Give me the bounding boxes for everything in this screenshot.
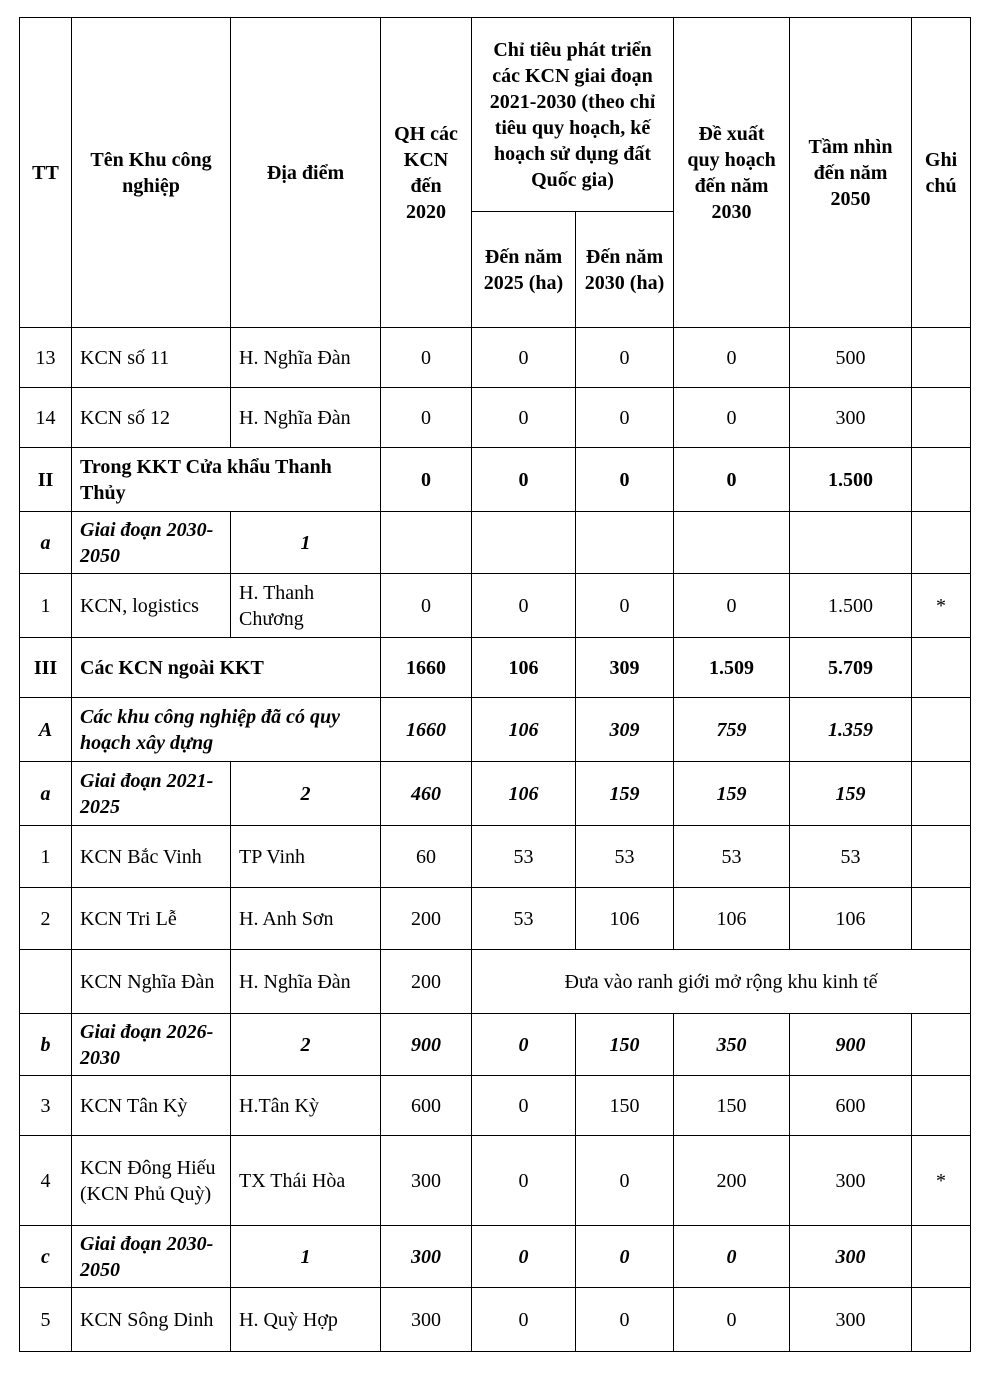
row-proposal: 53 [674,826,790,888]
col-header-vision: Tầm nhìn đến năm 2050 [790,18,912,328]
row-location: TP Vinh [231,826,381,888]
row-proposal: 0 [674,1226,790,1288]
row-note [912,826,971,888]
row-2025: 0 [472,1076,576,1136]
row-name: Các KCN ngoài KKT [72,638,381,698]
row-location: H. Quỳ Hợp [231,1288,381,1352]
col-header-name: Tên Khu công nghiệp [72,18,231,328]
row-2030: 0 [576,448,674,512]
row-qh2020: 1660 [381,698,472,762]
row-name: KCN số 11 [72,328,231,388]
row-tt: III [20,638,72,698]
row-name: Giai đoạn 2026-2030 [72,1014,231,1076]
table-row [20,826,971,888]
row-2030: 309 [576,638,674,698]
row-2030: 0 [576,328,674,388]
table-row [20,762,971,826]
row-2030: 159 [576,762,674,826]
col-header-proposal: Đề xuất quy hoạch đến năm 2030 [674,18,790,328]
table-row [20,888,971,950]
row-qh2020: 900 [381,1014,472,1076]
table-row [20,1226,971,1288]
table-row [20,1014,971,1076]
row-2030: 53 [576,826,674,888]
row-name: Trong KKT Cửa khẩu Thanh Thủy [72,448,381,512]
row-name: KCN, logistics [72,574,231,638]
row-2030: 0 [576,1136,674,1226]
col-header-qh2020: QH các KCN đến 2020 [381,18,472,328]
row-qh2020: 300 [381,1288,472,1352]
row-2030: 309 [576,698,674,762]
col-header-2030: Đến năm 2030 (ha) [576,212,674,328]
table-row [20,1288,971,1352]
row-2025: 0 [472,328,576,388]
row-qh2020: 0 [381,574,472,638]
table-row [20,574,971,638]
row-location: H. Thanh Chương [231,574,381,638]
row-2025 [472,512,576,574]
row-vision: 500 [790,328,912,388]
table-row [20,1076,971,1136]
row-2025: 53 [472,826,576,888]
row-tt: 5 [20,1288,72,1352]
col-header-location: Địa điểm [231,18,381,328]
row-proposal: 0 [674,388,790,448]
row-2030 [576,512,674,574]
row-note [912,388,971,448]
row-tt: 2 [20,888,72,950]
table-row [20,698,971,762]
row-proposal: 0 [674,1288,790,1352]
row-location: H.Tân Kỳ [231,1076,381,1136]
row-vision: 1.500 [790,574,912,638]
row-2030: 106 [576,888,674,950]
row-name: KCN Nghĩa Đàn [72,950,231,1014]
row-qh2020: 60 [381,826,472,888]
row-note [912,448,971,512]
row-2025: 0 [472,1136,576,1226]
row-name: Các khu công nghiệp đã có quy hoạch xây dựng [72,698,381,762]
row-vision: 159 [790,762,912,826]
row-vision: 600 [790,1076,912,1136]
row-2025: 0 [472,448,576,512]
row-note [912,1226,971,1288]
row-qh2020: 600 [381,1076,472,1136]
row-name: Giai đoạn 2030-2050 [72,512,231,574]
row-name: KCN Đông Hiếu (KCN Phủ Quỳ) [72,1136,231,1226]
row-proposal: 759 [674,698,790,762]
row-location: H. Nghĩa Đàn [231,388,381,448]
row-tt: a [20,512,72,574]
row-2030: 0 [576,388,674,448]
row-qh2020: 0 [381,448,472,512]
row-tt: a [20,762,72,826]
row-2030: 0 [576,574,674,638]
row-location: 2 [231,1014,381,1076]
row-location: H. Nghĩa Đàn [231,950,381,1014]
row-2025: 53 [472,888,576,950]
row-location: H. Nghĩa Đàn [231,328,381,388]
row-vision: 300 [790,1136,912,1226]
row-tt: 13 [20,328,72,388]
row-proposal [674,512,790,574]
row-note [912,762,971,826]
row-vision: 1.359 [790,698,912,762]
row-location: 1 [231,1226,381,1288]
row-vision: 1.500 [790,448,912,512]
row-note [912,1288,971,1352]
row-tt: 14 [20,388,72,448]
header-row-1 [20,18,971,212]
row-name: KCN Tri Lễ [72,888,231,950]
row-span-note: Đưa vào ranh giới mở rộng khu kinh tế [472,950,971,1014]
row-proposal: 200 [674,1136,790,1226]
row-name: Giai đoạn 2021-2025 [72,762,231,826]
row-2025: 0 [472,574,576,638]
row-2030: 0 [576,1226,674,1288]
table-row [20,1136,971,1226]
row-qh2020 [381,512,472,574]
row-name: KCN Sông Dinh [72,1288,231,1352]
row-vision: 5.709 [790,638,912,698]
table-body [20,328,971,1352]
row-name: KCN số 12 [72,388,231,448]
row-name: Giai đoạn 2030-2050 [72,1226,231,1288]
row-qh2020: 460 [381,762,472,826]
row-note: * [912,574,971,638]
row-tt [20,950,72,1014]
table-row [20,638,971,698]
row-tt: b [20,1014,72,1076]
row-proposal: 159 [674,762,790,826]
row-vision: 900 [790,1014,912,1076]
row-2025: 106 [472,762,576,826]
row-qh2020: 300 [381,1136,472,1226]
row-note [912,698,971,762]
col-header-2025: Đến năm 2025 (ha) [472,212,576,328]
row-proposal: 1.509 [674,638,790,698]
row-2025: 0 [472,1014,576,1076]
row-proposal: 0 [674,448,790,512]
row-name: KCN Tân Kỳ [72,1076,231,1136]
table-row [20,950,971,1014]
row-tt: A [20,698,72,762]
row-proposal: 0 [674,574,790,638]
row-location: TX Thái Hòa [231,1136,381,1226]
row-location: 2 [231,762,381,826]
row-qh2020: 1660 [381,638,472,698]
table-row [20,388,971,448]
row-proposal: 0 [674,328,790,388]
row-note [912,512,971,574]
row-qh2020: 0 [381,328,472,388]
row-name: KCN Bắc Vinh [72,826,231,888]
row-2025: 0 [472,1226,576,1288]
row-2025: 106 [472,638,576,698]
row-qh2020: 300 [381,1226,472,1288]
industrial-zone-table [19,17,971,1352]
row-vision: 53 [790,826,912,888]
row-tt: II [20,448,72,512]
table-row [20,328,971,388]
table-row [20,448,971,512]
row-2030: 150 [576,1076,674,1136]
row-note: * [912,1136,971,1226]
row-2025: 0 [472,1288,576,1352]
row-tt: 1 [20,574,72,638]
row-2025: 0 [472,388,576,448]
row-qh2020: 0 [381,388,472,448]
col-header-tt: TT [20,18,72,328]
row-note [912,328,971,388]
row-proposal: 150 [674,1076,790,1136]
table-row [20,512,971,574]
row-2030: 150 [576,1014,674,1076]
row-note [912,1076,971,1136]
row-proposal: 106 [674,888,790,950]
row-vision: 106 [790,888,912,950]
row-location: H. Anh Sơn [231,888,381,950]
row-tt: 1 [20,826,72,888]
row-vision: 300 [790,388,912,448]
col-header-note: Ghi chú [912,18,971,328]
col-header-target-group: Chỉ tiêu phát triển các KCN giai đoạn 2021-2030 (theo chỉ tiêu quy hoạch, kế hoạch sử dụng đất Quốc gia) [472,18,674,212]
row-tt: 3 [20,1076,72,1136]
row-proposal: 350 [674,1014,790,1076]
row-qh2020: 200 [381,950,472,1014]
row-location: 1 [231,512,381,574]
row-vision [790,512,912,574]
row-vision: 300 [790,1288,912,1352]
row-tt: c [20,1226,72,1288]
row-tt: 4 [20,1136,72,1226]
row-note [912,888,971,950]
row-2025: 106 [472,698,576,762]
row-qh2020: 200 [381,888,472,950]
row-2030: 0 [576,1288,674,1352]
row-vision: 300 [790,1226,912,1288]
row-note [912,1014,971,1076]
row-note [912,638,971,698]
